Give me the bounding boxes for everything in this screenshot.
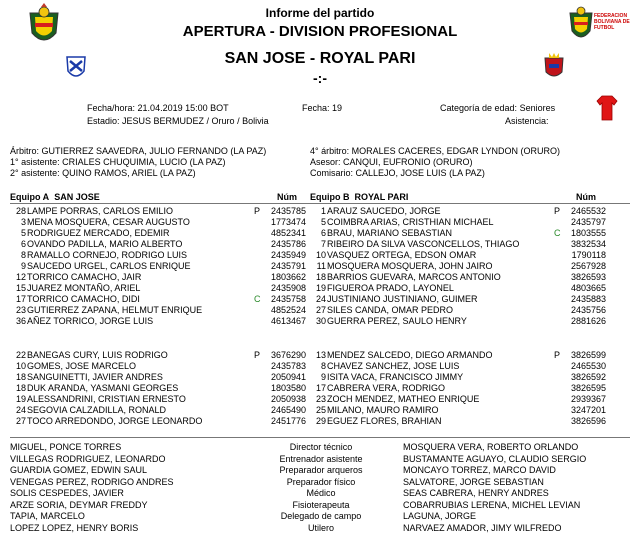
staff-team-a: TAPIA, MARCELO <box>10 511 85 521</box>
player-role-mark: C <box>554 228 561 238</box>
round-line <box>302 103 342 113</box>
staff-team-b: COBARRUBIAS LERENA, MICHEL LEVIAN <box>403 499 581 510</box>
team-b-num-header: Núm <box>576 192 596 202</box>
official-value: GUTIERREZ SAAVEDRA, JULIO FERNANDO (LA PAZ) <box>41 146 267 156</box>
player-id: 2050941 <box>270 372 306 382</box>
player-number: 8 <box>320 361 326 371</box>
stadium-line <box>87 116 269 126</box>
player-id: 2435949 <box>270 250 306 260</box>
player-number: 5 <box>20 228 26 238</box>
player-row <box>10 250 310 261</box>
player-name: RIBEIRO DA SILVA VASCONCELLOS, THIAGO <box>327 239 520 249</box>
player-number: 22 <box>15 350 26 360</box>
player-id: 2435758 <box>270 294 306 304</box>
player-number: 5 <box>320 217 326 227</box>
player-role-mark: P <box>554 350 561 360</box>
team-b-name: ROYAL PARI <box>354 192 409 202</box>
player-id: 3826599 <box>570 350 606 360</box>
staff-row <box>0 454 640 465</box>
player-row <box>310 217 610 228</box>
player-name: ARAUZ SAUCEDO, JORGE <box>327 206 441 216</box>
attendance-label: Asistencia: <box>505 116 549 126</box>
royal-pari-crest <box>543 52 565 80</box>
player-id: 1803555 <box>570 228 606 238</box>
staff-row <box>0 488 640 499</box>
player-number: 24 <box>15 405 26 415</box>
staff-row <box>0 465 640 476</box>
player-row <box>310 283 610 294</box>
player-id: 1803662 <box>270 272 306 282</box>
player-number: 15 <box>15 283 26 293</box>
player-number: 10 <box>15 361 26 371</box>
player-number: 8 <box>20 250 26 260</box>
player-number: 24 <box>315 294 326 304</box>
player-id: 2050938 <box>270 394 306 404</box>
player-name: SANGUINETTI, JAVIER ANDRES <box>27 372 163 382</box>
player-row <box>310 228 610 239</box>
player-name: COIMBRA ARIAS, CRISTHIAN MICHAEL <box>327 217 494 227</box>
player-row <box>310 261 610 272</box>
player-id: 1790118 <box>571 250 606 260</box>
player-number: 13 <box>315 350 326 360</box>
player-id: 2435785 <box>270 206 306 216</box>
staff-team-b: MONCAYO TORREZ, MARCO DAVID <box>403 465 556 475</box>
player-name: BARRIOS GUEVARA, MARCOS ANTONIO <box>327 272 501 282</box>
player-row <box>10 372 310 383</box>
player-id: 2435786 <box>270 239 306 249</box>
official-label: Árbitro: <box>10 146 40 156</box>
player-row <box>310 372 610 383</box>
player-number: 9 <box>320 372 326 382</box>
player-id: 2435908 <box>270 283 306 293</box>
player-id: 3676290 <box>270 350 306 360</box>
player-name: ZOCH MENDEZ, MATHEO ENRIQUE <box>327 394 480 404</box>
player-name: AÑEZ TORRICO, JORGE LUIS <box>27 316 154 326</box>
player-id: 4803665 <box>570 283 606 293</box>
staff-team-a: VENEGAS PEREZ, RODRIGO ANDRES <box>10 476 174 487</box>
player-number: 17 <box>15 294 26 304</box>
player-number: 3 <box>20 217 26 227</box>
player-row <box>310 350 610 361</box>
player-id: 2465530 <box>570 361 606 371</box>
official-value: CRIALES CHUQUIMIA, LUCIO (LA PAZ) <box>62 157 226 167</box>
official-value: CANQUI, EUFRONIO (ORURO) <box>343 157 473 167</box>
player-name: GUTIERREZ ZAPANA, HELMUT ENRIQUE <box>27 305 203 315</box>
player-number: 7 <box>320 239 326 249</box>
player-id: 2451776 <box>270 416 306 426</box>
attendance-line <box>505 116 549 126</box>
staff-team-b: NARVAEZ AMADOR, JIMY WILFREDO <box>403 522 562 533</box>
staff-row <box>0 477 640 488</box>
staff-team-b: SALVATORE, JORGE SEBASTIAN <box>403 476 544 487</box>
player-id: 3826596 <box>570 416 606 426</box>
player-row <box>310 250 610 261</box>
player-number: 23 <box>15 305 26 315</box>
official-assistant-1 <box>10 157 226 167</box>
san-jose-crest <box>65 55 87 81</box>
player-row <box>310 383 610 394</box>
staff-team-a: LOPEZ LOPEZ, HENRY BORIS <box>10 522 139 533</box>
player-name: BANEGAS CURY, LUIS RODRIGO <box>27 350 168 360</box>
divider <box>10 437 630 438</box>
staff-role: Preparador físico <box>286 476 356 487</box>
player-name: LAMPE PORRAS, CARLOS EMILIO <box>27 206 174 216</box>
datetime-value: 21.04.2019 15:00 BOT <box>137 103 229 113</box>
staff-team-a: SOLIS CESPEDES, JAVIER <box>10 488 124 498</box>
player-row <box>10 416 310 427</box>
round-label: Fecha: <box>302 103 330 113</box>
player-name: EGUEZ FLORES, BRAHIAN <box>327 416 442 426</box>
datetime-line <box>87 103 229 113</box>
player-name: JUSTINIANO JUSTINIANO, GUIMER <box>327 294 478 304</box>
player-name: GOMES, JOSE MARCELO <box>27 361 137 371</box>
player-row <box>10 316 310 327</box>
stadium-label: Estadio: <box>87 116 120 126</box>
official-fourth <box>310 146 560 156</box>
staff-team-b: MOSQUERA VERA, ROBERTO ORLANDO <box>403 442 579 452</box>
player-row <box>10 350 310 361</box>
player-number: 12 <box>15 272 26 282</box>
player-number: 19 <box>15 394 26 404</box>
round-value: 19 <box>332 103 343 113</box>
player-name: SILES CANDA, OMAR PEDRO <box>327 305 454 315</box>
player-row <box>310 316 610 327</box>
staff-team-b: SEAS CABRERA, HENRY ANDRES <box>403 488 549 498</box>
player-number: 18 <box>315 272 326 282</box>
player-row <box>10 294 310 305</box>
player-row <box>310 405 610 416</box>
team-b-header <box>310 192 408 202</box>
staff-team-a: GUARDIA GOMEZ, EDWIN SAUL <box>10 465 148 475</box>
player-row <box>310 294 610 305</box>
player-id: 3832534 <box>570 239 606 249</box>
player-name: MOSQUERA MOSQUERA, JOHN JAIRO <box>327 261 493 271</box>
player-name: SEGOVIA CALZADILLA, RONALD <box>27 405 167 415</box>
player-id: 2939367 <box>570 394 606 404</box>
player-number: 28 <box>15 206 26 216</box>
player-name: DUK ARANDA, YASMANI GEORGES <box>27 383 179 393</box>
category-value: Seniores <box>519 103 556 113</box>
player-row <box>10 206 310 217</box>
staff-row <box>0 523 640 534</box>
player-id: 4852524 <box>270 305 306 315</box>
staff-row <box>0 442 640 453</box>
player-number: 1 <box>320 206 326 216</box>
player-row <box>310 361 610 372</box>
player-name: TORRICO CAMACHO, JAIR <box>27 272 142 282</box>
staff-team-b: BUSTAMANTE AGUAYO, CLAUDIO SERGIO <box>403 453 587 464</box>
player-id: 2881626 <box>570 316 606 326</box>
player-id: 2435756 <box>570 305 606 315</box>
team-b-label: Equipo B <box>310 192 350 202</box>
staff-team-a: MIGUEL, PONCE TORRES <box>10 442 122 452</box>
official-label: Comisario: <box>310 168 354 178</box>
player-role-mark: P <box>254 206 261 216</box>
player-name: RODRIGUEZ MERCADO, EDEMIR <box>27 228 170 238</box>
player-row <box>310 206 610 217</box>
official-value: CALLEJO, JOSE LUIS (LA PAZ) <box>355 168 485 178</box>
player-row <box>10 405 310 416</box>
player-row <box>310 305 610 316</box>
staff-team-a: VILLEGAS RODRIGUEZ, LEONARDO <box>10 453 166 464</box>
match-score: -:- <box>313 70 327 86</box>
player-id: 2435883 <box>570 294 606 304</box>
player-name: FIGUEROA PRADO, LAYONEL <box>327 283 454 293</box>
official-value: MORALES CACERES, EDGAR LYNDON (ORURO) <box>351 146 561 156</box>
player-id: 3826595 <box>570 383 606 393</box>
player-row <box>10 305 310 316</box>
official-label: 1° asistente: <box>10 157 60 167</box>
player-number: 6 <box>20 239 26 249</box>
player-number: 25 <box>315 405 326 415</box>
jersey-icon <box>596 95 618 121</box>
official-commissioner <box>310 168 485 178</box>
player-name: ISITA VACA, FRANCISCO JIMMY <box>327 372 464 382</box>
player-id: 4613467 <box>270 316 306 326</box>
official-referee <box>10 146 266 156</box>
player-row <box>310 416 610 427</box>
player-id: 2435783 <box>270 361 306 371</box>
staff-role: Delegado de campo <box>280 511 362 521</box>
player-number: 11 <box>316 261 326 271</box>
player-row <box>10 361 310 372</box>
player-id: 3247201 <box>570 405 606 415</box>
player-name: SAUCEDO URGEL, CARLOS ENRIQUE <box>27 261 191 271</box>
datetime-label: Fecha/hora: <box>87 103 136 113</box>
category-line <box>440 103 555 113</box>
player-row <box>310 239 610 250</box>
player-id: 2465490 <box>270 405 306 415</box>
player-name: MILANO, MAURO RAMIRO <box>327 405 439 415</box>
staff-team-b: LAGUNA, JORGE <box>403 511 477 521</box>
player-number: 23 <box>315 394 326 404</box>
player-name: TORRICO CAMACHO, DIDI <box>27 294 140 304</box>
player-number: 18 <box>15 383 26 393</box>
divider <box>10 203 630 204</box>
player-id: 2465532 <box>570 206 606 216</box>
player-number: 36 <box>15 316 26 326</box>
official-label: Asesor: <box>310 157 341 167</box>
category-label: Categoría de edad: <box>440 103 518 113</box>
player-number: 18 <box>15 372 26 382</box>
player-name: TOCO ARREDONDO, JORGE LEONARDO <box>27 416 203 426</box>
stadium-value: JESUS BERMUDEZ / Oruro / Bolivia <box>122 116 269 126</box>
player-name: BRAU, MARIANO SEBASTIAN <box>327 228 453 238</box>
report-title: Informe del partido <box>265 6 375 20</box>
staff-role: Entrenador asistente <box>279 453 363 464</box>
player-id: 1773474 <box>270 217 306 227</box>
staff-role: Preparador arqueros <box>279 465 363 475</box>
player-row <box>10 228 310 239</box>
staff-row <box>0 500 640 511</box>
player-number: 6 <box>320 228 326 238</box>
player-name: MENDEZ SALCEDO, DIEGO ARMANDO <box>327 350 493 360</box>
player-name: CABRERA VERA, RODRIGO <box>327 383 446 393</box>
official-assessor <box>310 157 473 167</box>
player-number: 10 <box>315 250 326 260</box>
team-a-label: Equipo A <box>10 192 50 202</box>
player-name: OVANDO PADILLA, MARIO ALBERTO <box>27 239 183 249</box>
official-assistant-2 <box>10 168 196 178</box>
player-id: 1803580 <box>270 383 306 393</box>
staff-team-a: ARZE SORIA, DEYMAR FREDDY <box>10 499 148 510</box>
player-row <box>10 283 310 294</box>
staff-row <box>0 511 640 522</box>
player-number: 19 <box>315 283 326 293</box>
player-number: 27 <box>315 305 326 315</box>
staff-role: Utilero <box>307 522 334 533</box>
player-id: 2435797 <box>570 217 606 227</box>
player-role-mark: P <box>254 350 261 360</box>
player-id: 2567928 <box>570 261 606 271</box>
player-role-mark: P <box>554 206 561 216</box>
player-row <box>10 272 310 283</box>
staff-role: Director técnico <box>289 442 353 452</box>
player-id: 3826593 <box>570 272 606 282</box>
player-number: 30 <box>315 316 326 326</box>
team-a-header <box>10 192 100 202</box>
player-number: 9 <box>20 261 26 271</box>
player-row <box>310 272 610 283</box>
team-a-num-header: Núm <box>277 192 297 202</box>
staff-role: Fisioterapeuta <box>292 499 350 510</box>
player-row <box>10 394 310 405</box>
player-number: 29 <box>315 416 326 426</box>
player-role-mark: C <box>254 294 261 304</box>
player-name: RAMALLO CORNEJO, RODRIGO LUIS <box>27 250 188 260</box>
player-number: 17 <box>315 383 326 393</box>
player-name: MENA MOSQUERA, CESAR AUGUSTO <box>27 217 190 227</box>
official-label: 2° asistente: <box>10 168 60 178</box>
player-row <box>10 261 310 272</box>
staff-role: Médico <box>306 488 336 498</box>
player-number: 27 <box>15 416 26 426</box>
competition-title: APERTURA - DIVISION PROFESIONAL <box>182 23 458 40</box>
team-a-name: SAN JOSE <box>54 192 100 202</box>
player-row <box>310 394 610 405</box>
player-name: GUERRA PEREZ, SAULO HENRY <box>327 316 467 326</box>
player-id: 4852341 <box>270 228 306 238</box>
official-label: 4° árbitro: <box>310 146 350 156</box>
player-row <box>10 383 310 394</box>
player-id: 2435791 <box>270 261 306 271</box>
player-name: JUAREZ MONTAÑO, ARIEL <box>27 283 141 293</box>
player-id: 3826592 <box>570 372 606 382</box>
player-name: VASQUEZ ORTEGA, EDSON OMAR <box>327 250 477 260</box>
player-row <box>10 217 310 228</box>
official-value: QUINO RAMOS, ARIEL (LA PAZ) <box>62 168 196 178</box>
player-name: CHAVEZ SANCHEZ, JOSE LUIS <box>327 361 460 371</box>
federation-logo-text: FEDERACION BOLIVIANA DE FUTBOL <box>594 13 630 31</box>
player-name: ALESSANDRINI, CRISTIAN ERNESTO <box>27 394 186 404</box>
match-title: SAN JOSE - ROYAL PARI <box>224 50 416 67</box>
player-row <box>10 239 310 250</box>
